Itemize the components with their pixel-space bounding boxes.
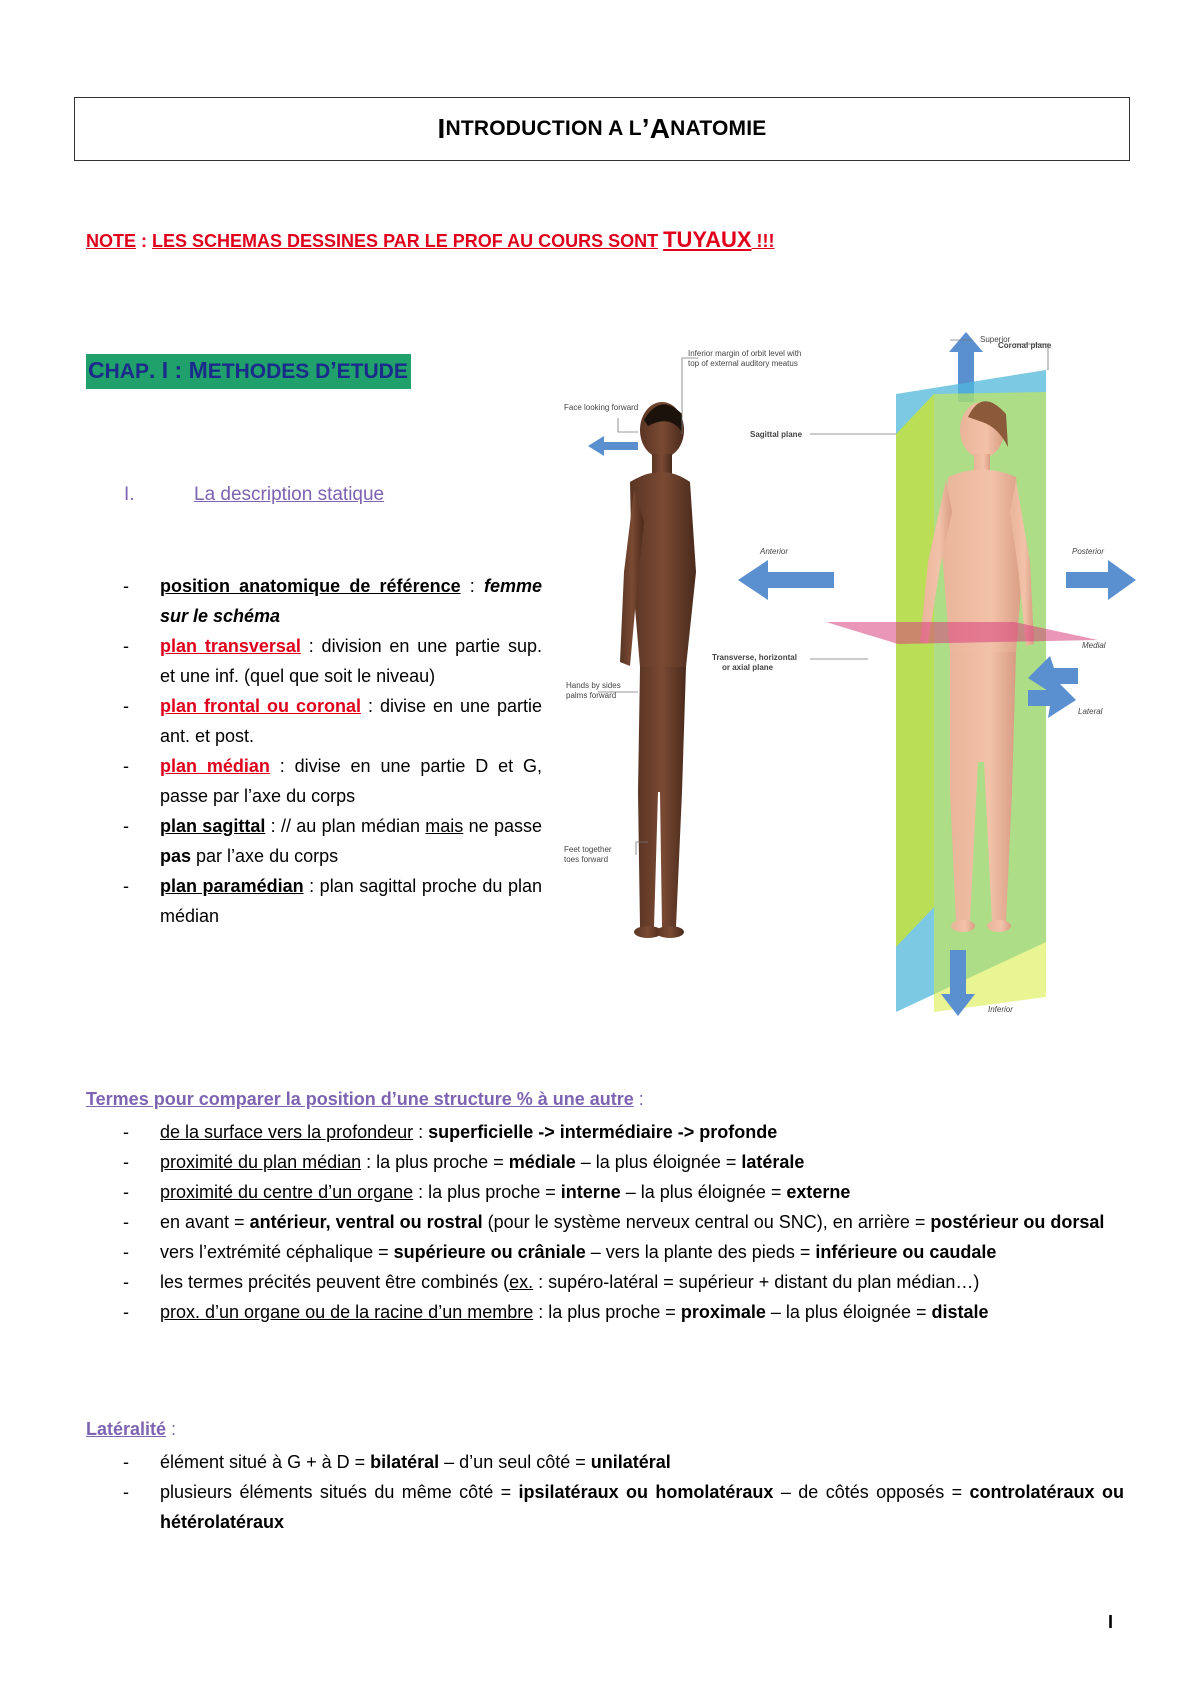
laterality-list (87, 1447, 1124, 1537)
list-item (87, 631, 542, 691)
label-face-forward: Face looking forward (564, 403, 639, 412)
term-bold: ipsilatéraux ou homolatéraux (518, 1482, 774, 1502)
term: plan sagittal (160, 816, 266, 836)
term-text: – d’un seul côté = (439, 1452, 591, 1472)
term-bold: distale (931, 1302, 989, 1322)
face-forward-arrow (588, 436, 638, 456)
list-item (87, 1147, 1124, 1177)
term-text: élément situé à G + à D = (160, 1452, 371, 1472)
list-item (87, 751, 542, 811)
term: position anatomique de référence (160, 576, 461, 596)
term: proximité du centre d’un organe (160, 1182, 414, 1202)
term: prox. d’un organe ou de la racine d’un membre (160, 1302, 534, 1322)
anterior-arrow (738, 560, 834, 600)
anatomical-planes-figure (564, 322, 1138, 1062)
chapter-ethodes: ETHODES D (207, 360, 331, 383)
label-transverse-2: or axial plane (722, 663, 774, 672)
title-first-letter: I (437, 113, 446, 144)
term: proximité du plan médian (160, 1152, 362, 1172)
term-text: – la plus éloignée = (765, 1302, 932, 1322)
term-pas: pas (160, 846, 192, 866)
chapter-etude: ETUDE (336, 360, 408, 383)
title-part-1: NTRODUCTION A L (445, 117, 642, 140)
title-part-2: NATOMIE (670, 117, 767, 140)
label-inferior: Inferior (988, 1005, 1013, 1014)
label-transverse-1: Transverse, horizontal (712, 653, 797, 662)
term-text: – de côtés opposés = (773, 1482, 970, 1502)
term-text: (pour le système nerveux central ou SNC), en arrière = (482, 1212, 931, 1232)
section-title: La description statique (194, 484, 385, 505)
term: plan médian (160, 756, 270, 776)
term-text: – la plus éloignée = (620, 1182, 787, 1202)
list-item (87, 1447, 1124, 1477)
term: plan paramédian (160, 876, 304, 896)
note-separator: : (136, 231, 153, 251)
transverse-plane (826, 622, 1098, 644)
label-feet-1: Feet together (564, 845, 612, 854)
term-bold: inférieure ou caudale (815, 1242, 997, 1262)
term-bold: antérieur, ventral ou rostral (249, 1212, 483, 1232)
label-hands-2: palms forward (566, 691, 617, 700)
term-text: : (413, 1122, 429, 1142)
term-bold: proximale (680, 1302, 766, 1322)
label-feet-2: toes forward (564, 855, 609, 864)
term-bold: médiale (508, 1152, 576, 1172)
term-bold: superficielle -> intermédiaire -> profonde (428, 1122, 778, 1142)
list-item (87, 1207, 1124, 1237)
note-emphasis: TUYAUX (663, 227, 752, 252)
label-medial: Medial (1082, 641, 1106, 650)
terms-heading-text: Termes pour comparer la position d’une structure % à une autre (86, 1089, 634, 1109)
term-text: en avant = (160, 1212, 250, 1232)
term-bold: postérieur ou dorsal (930, 1212, 1105, 1232)
term: plan transversal (160, 636, 301, 656)
chapter-hap: HAP (104, 360, 149, 383)
term-text: plusieurs éléments situés du même côté = (160, 1482, 519, 1502)
laterality-heading-colon: : (166, 1419, 177, 1439)
term-text: : // au plan médian (265, 816, 426, 836)
term-bold: latérale (741, 1152, 805, 1172)
note-line (86, 227, 775, 253)
term-text: ne passe (463, 816, 542, 836)
list-item (87, 571, 542, 631)
term-extra: femme sur le schéma (160, 576, 542, 626)
document-title (74, 97, 1130, 161)
terms-heading (86, 1089, 644, 1110)
chapter-heading (86, 354, 411, 389)
term-mais: mais (425, 816, 464, 836)
term-bold: controlatéraux ou hétérolatéraux (160, 1482, 1124, 1532)
term: plan frontal ou coronal (160, 696, 361, 716)
chapter-mid: . I : (148, 357, 189, 383)
label-inferior-margin-1: Inferior margin of orbit level with (688, 349, 802, 358)
term: ex. (509, 1272, 534, 1292)
term-text: : la plus proche = (361, 1152, 509, 1172)
posterior-arrow (1066, 560, 1136, 600)
term-bold: externe (786, 1182, 851, 1202)
terms-heading-colon: : (633, 1089, 644, 1109)
label-anterior: Anterior (760, 547, 789, 556)
title-a-letter: A (649, 113, 671, 144)
term-text: : la plus proche = (533, 1302, 681, 1322)
list-item (87, 691, 542, 751)
section-heading (124, 484, 384, 506)
term-text: : la plus proche = (413, 1182, 561, 1202)
term-bold: interne (560, 1182, 621, 1202)
label-superior: Superior (980, 335, 1011, 344)
term-bold: unilatéral (590, 1452, 671, 1472)
list-item (87, 1177, 1124, 1207)
term-text: : supéro-latéral = supérieur + distant du plan médian…) (533, 1272, 980, 1292)
note-label: NOTE (86, 231, 137, 251)
term-text: : (460, 576, 484, 596)
sagittal-plane (896, 394, 934, 947)
term-text: les termes précités peuvent être combinés ( (160, 1272, 510, 1292)
list-item (87, 1237, 1124, 1267)
term-text: – la plus éloignée = (575, 1152, 742, 1172)
list-item (87, 1297, 1124, 1327)
section-number: I. (124, 484, 135, 505)
label-coronal-plane: Coronal plane (998, 341, 1052, 350)
male-figure (620, 402, 696, 938)
term-text: vers l’extrémité céphalique = (160, 1242, 394, 1262)
terms-list (87, 1117, 1124, 1327)
note-end: !!! (751, 231, 775, 251)
term-text: – vers la plante des pieds = (585, 1242, 816, 1262)
label-inferior-margin-2: top of external auditory meatus (688, 359, 798, 368)
page-number: I (1108, 1612, 1114, 1632)
label-posterior: Posterior (1072, 547, 1105, 556)
term-bold: supérieure ou crâniale (393, 1242, 586, 1262)
term: de la surface vers la profondeur (160, 1122, 414, 1142)
note-text: LES SCHEMAS DESSINES PAR LE PROF AU COURS SONT (152, 231, 659, 251)
term-text: par l’axe du corps (191, 846, 339, 866)
term-text: : divise en une partie D et G, passe par l’axe du corps (160, 756, 542, 806)
static-description-list (87, 571, 542, 931)
chapter-apostrophe: ’ (330, 357, 337, 383)
label-hands-1: Hands by sides (566, 681, 621, 690)
list-item (87, 1477, 1124, 1537)
label-lateral: Lateral (1078, 707, 1103, 716)
laterality-heading-text: Latéralité (86, 1419, 167, 1439)
term-text: : plan sagittal proche du plan médian (160, 876, 542, 926)
list-item (87, 1117, 1124, 1147)
title-apostrophe: ’ (641, 113, 650, 144)
term-text: : divise en une partie ant. et post. (160, 696, 542, 746)
chapter-c: C (88, 357, 105, 383)
term-text: : division en une partie sup. et une inf. (quel que soit le niveau) (160, 636, 543, 686)
chapter-m: M (188, 357, 208, 383)
list-item (87, 811, 542, 871)
term-bold: bilatéral (370, 1452, 440, 1472)
label-sagittal-plane: Sagittal plane (750, 430, 803, 439)
list-item (87, 871, 542, 931)
laterality-heading (86, 1419, 176, 1440)
list-item (87, 1267, 1124, 1297)
